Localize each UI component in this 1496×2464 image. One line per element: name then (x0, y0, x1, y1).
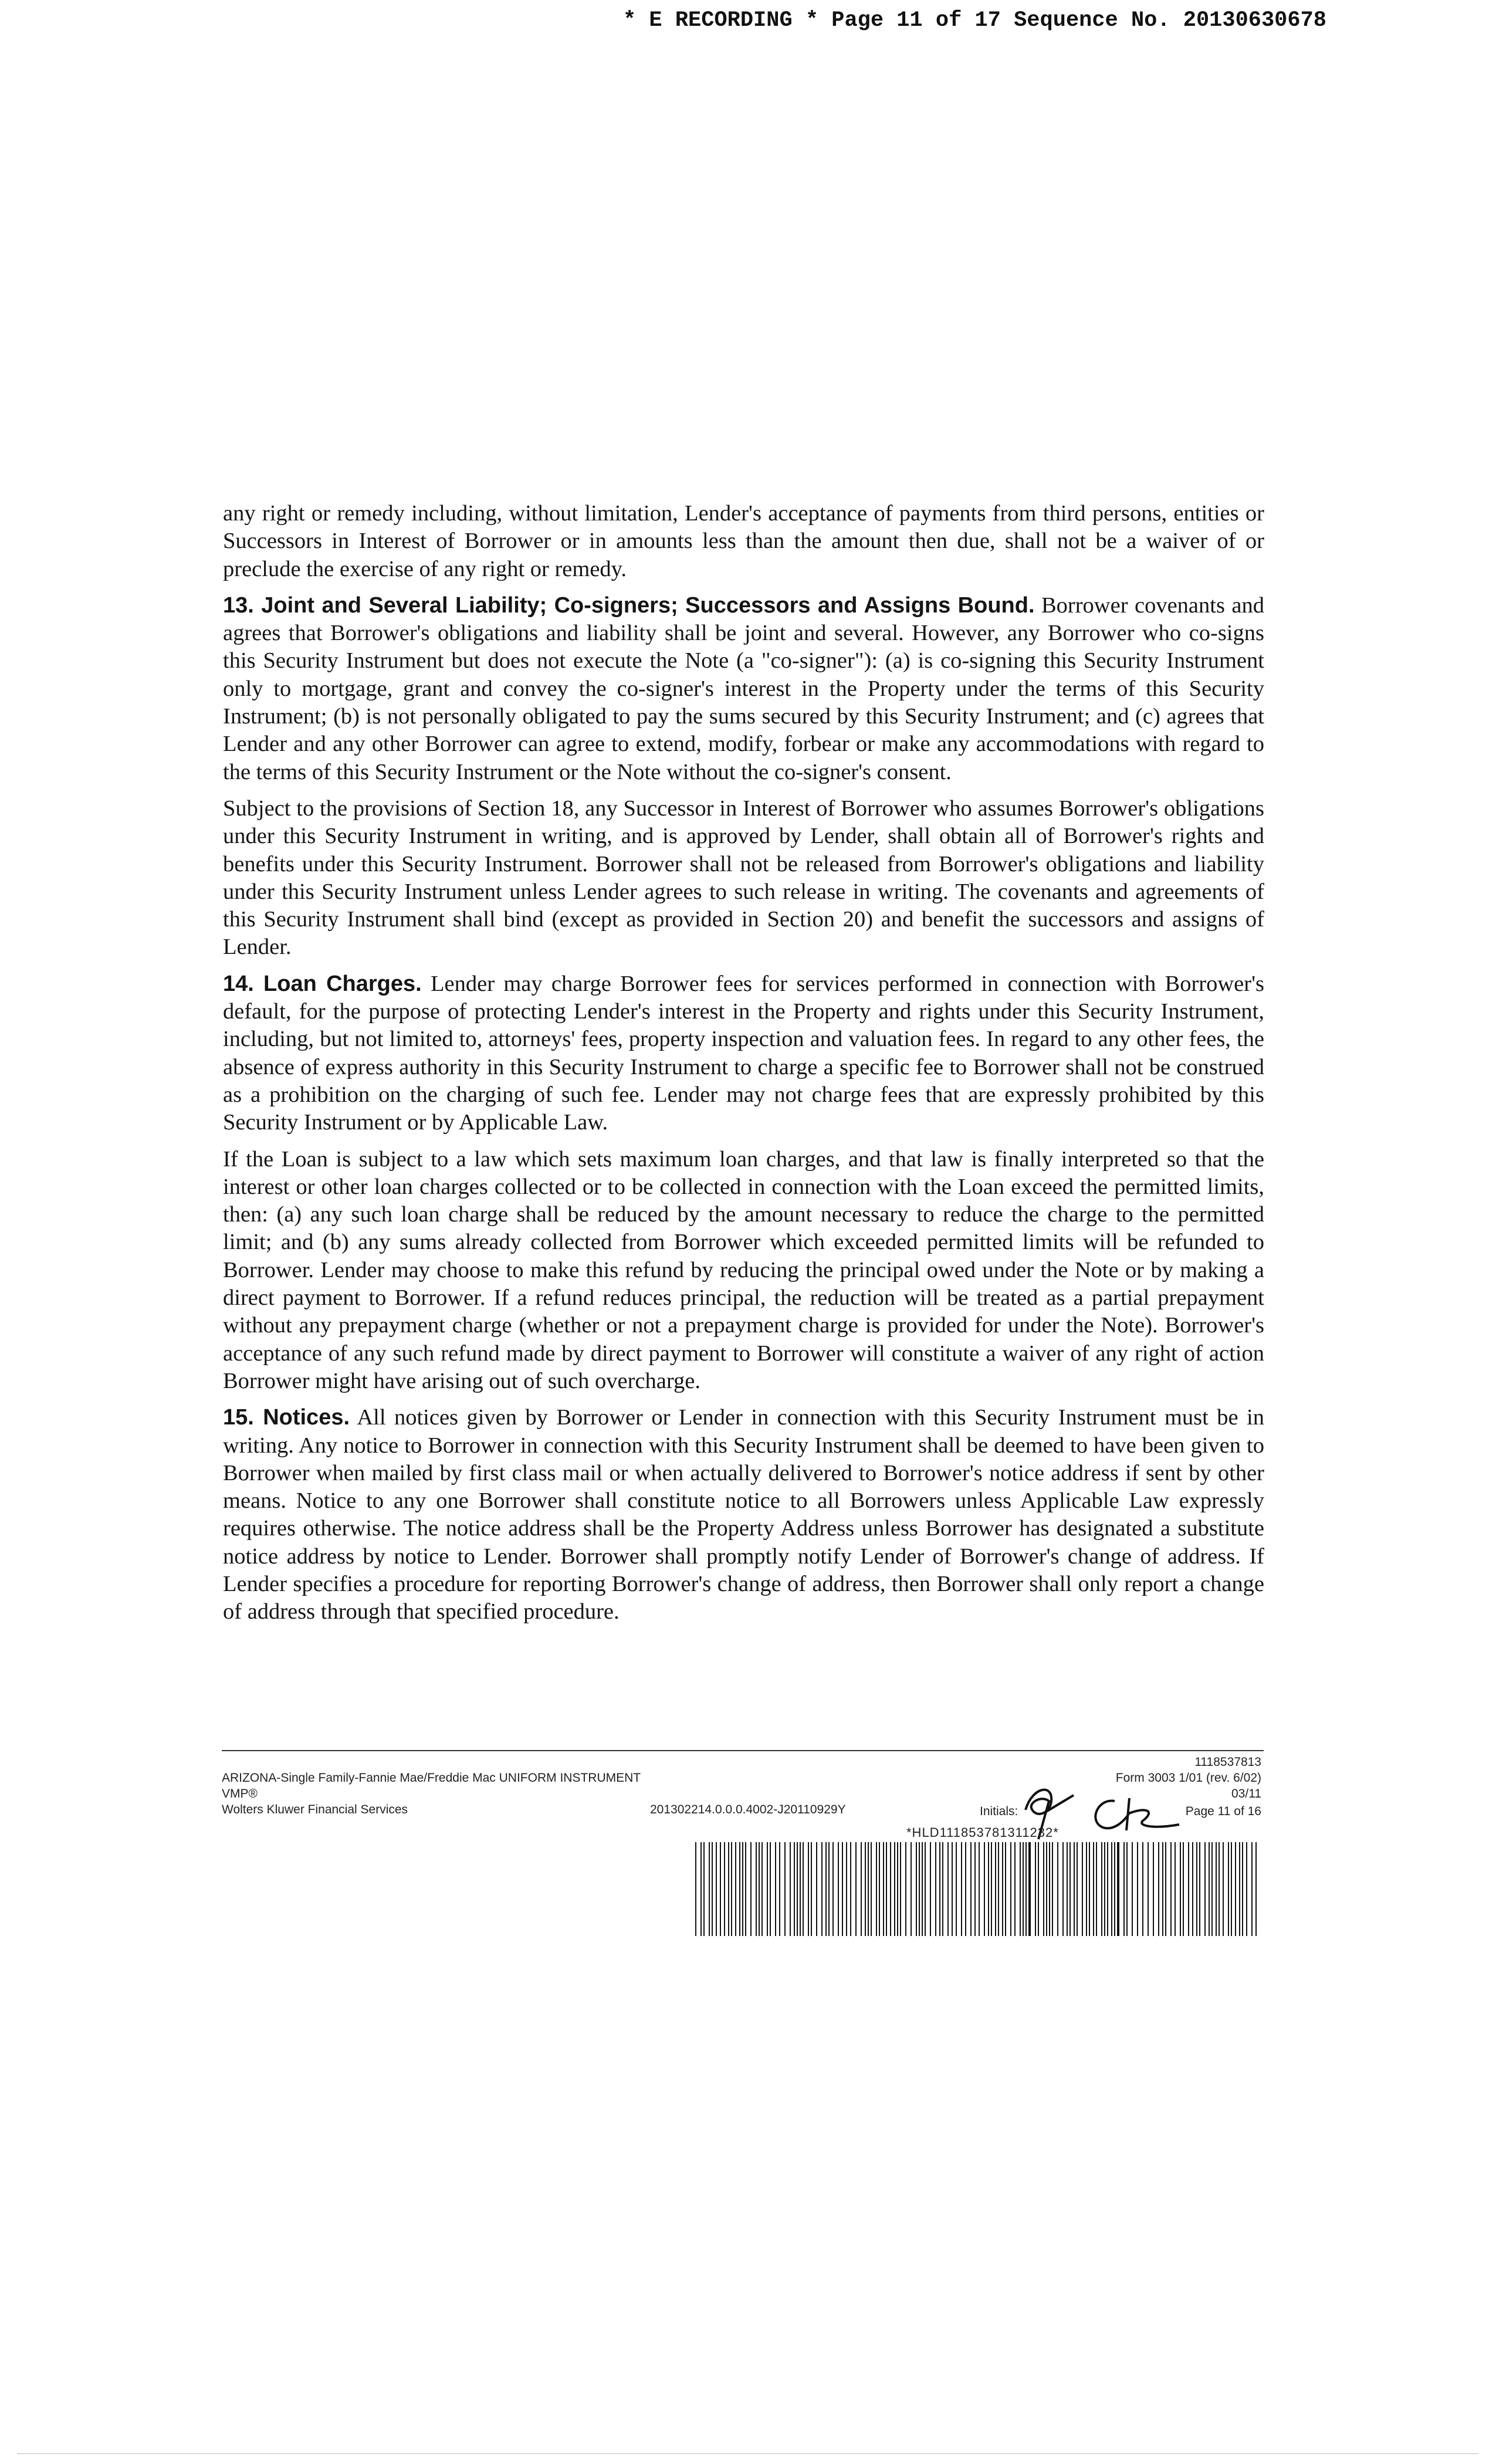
section-13-paragraph (223, 592, 1264, 786)
recording-header: * E RECORDING * Page 11 of 17 Sequence No. 20130630678 (623, 8, 1326, 33)
section-14-heading: 14. Loan Charges. (223, 971, 422, 996)
section-13-heading: 13. Joint and Several Liability; Co-signers; Successors and Assigns Bound. (223, 593, 1035, 618)
footer-loan-number: 1118537813 (1194, 1755, 1261, 1769)
footer-doc-code: 201302214.0.0.0.4002-J20110929Y (650, 1803, 846, 1816)
footer-form-title: ARIZONA-Single Family-Fannie Mae/Freddie Mac UNIFORM INSTRUMENT (222, 1771, 641, 1785)
section-14-paragraph (223, 970, 1264, 1137)
document-barcode (695, 1842, 1261, 1936)
barcode-label: *HLD111853781311232* (906, 1825, 1059, 1840)
footer-page-of: Page 11 of 16 (1185, 1805, 1261, 1818)
section-14-text: Lender may charge Borrower fees for services performed in connection with Borrower's default, for the purpose of protecting Lender's interest in the Property and rights under this Security Instrument, including, but not limited to, attorneys' fees, property inspection and valuation fees. In regard to any other fees, the absence of express authority in this Security Instrument to charge a specific fee to Borrower shall not be construed as a prohibition on the charging of such fee. Lender may not charge fees that are expressly prohibited by this Security Instrument or by Applicable Law. (223, 971, 1265, 1135)
continuation-paragraph: any right or remedy including, without limitation, Lender's acceptance of payments from third persons, entities or Successors in Interest of Borrower or in amounts less than the amount then due, shall not be a waiver of or preclude the exercise of any right or remedy. (223, 501, 1264, 581)
scan-edge-line (18, 2453, 1478, 2454)
footer-divider (222, 1750, 1264, 1751)
section-13-text: Borrower covenants and agrees that Borrower's obligations and liability shall be joint and several. However, any Borrower who co-signs this Security Instrument but does not execute the Note (a "co-signer"): (a) is co-signing this Security Instrument only to mortgage, grant and convey the co-signer's interest in the Property under the terms of this Security Instrument; (b) is not personally obligated to pay the sums secured by this Security Instrument; and (c) agrees that Lender and any other Borrower can agree to extend, modify, forbear or make any accommodations with regard to the terms of this Security Instrument or the Note without the co-signer's consent. (223, 593, 1264, 784)
section-15-paragraph (223, 1404, 1264, 1626)
footer-form-date: 03/11 (1231, 1787, 1261, 1800)
footer-vmp: VMP® (222, 1787, 258, 1800)
document-body (223, 500, 1264, 1635)
footer-initials-label: Initials: (980, 1805, 1018, 1818)
section-14-paragraph-2: If the Loan is subject to a law which sets maximum loan charges, and that law is finally interpreted so that the interest or other loan charges collected or to be collected in connection with the Loan exceed the permitted limits, then: (a) any such loan charge shall be reduced by the amount necessary to reduce the charge to the permitted limit; and (b) any sums already collected from Borrower which exceeded permitted limits will be refunded to Borrower. Lender may choose to make this refund by reducing the principal owed under the Note or by making a direct payment to Borrower. If a refund reduces principal, the reduction will be treated as a partial prepayment without any prepayment charge (whether or not a prepayment charge is provided for under the Note). Borrower's acceptance of any such refund made by direct payment to Borrower will constitute a waiver of any right of action Borrower might have arising out of such overcharge. (223, 1146, 1264, 1393)
section-15-heading: 15. Notices. (223, 1405, 350, 1430)
footer-publisher: Wolters Kluwer Financial Services (222, 1803, 408, 1816)
footer-form-number: Form 3003 1/01 (rev. 6/02) (1115, 1771, 1261, 1785)
section-15-text: All notices given by Borrower or Lender in connection with this Security Instrument must be in writing. Any notice to Borrower in connection with this Security Instrument shall be deemed to have been given to Borrower when mailed by first class mail or when actually delivered to Borrower's notice address if sent by other means. Notice to any one Borrower shall constitute notice to all Borrowers unless Applicable Law expressly requires otherwise. The notice address shall be the Property Address unless Borrower has designated a substitute notice address by notice to Lender. Borrower shall promptly notify Lender of Borrower's change of address. If Lender specifies a procedure for reporting Borrower's change of address, then Borrower shall only report a change of address through that specified procedure. (223, 1405, 1264, 1624)
section-13-paragraph-2: Subject to the provisions of Section 18, any Successor in Interest of Borrower who assumes Borrower's obligations under this Security Instrument in writing, and is approved by Lender, shall obtain all of Borrower's rights and benefits under this Security Instrument. Borrower shall not be released from Borrower's obligations and liability under this Security Instrument unless Lender agrees to such release in writing. The covenants and agreements of this Security Instrument shall bind (except as provided in Section 20) and benefit the successors and assigns of Lender. (223, 796, 1264, 960)
